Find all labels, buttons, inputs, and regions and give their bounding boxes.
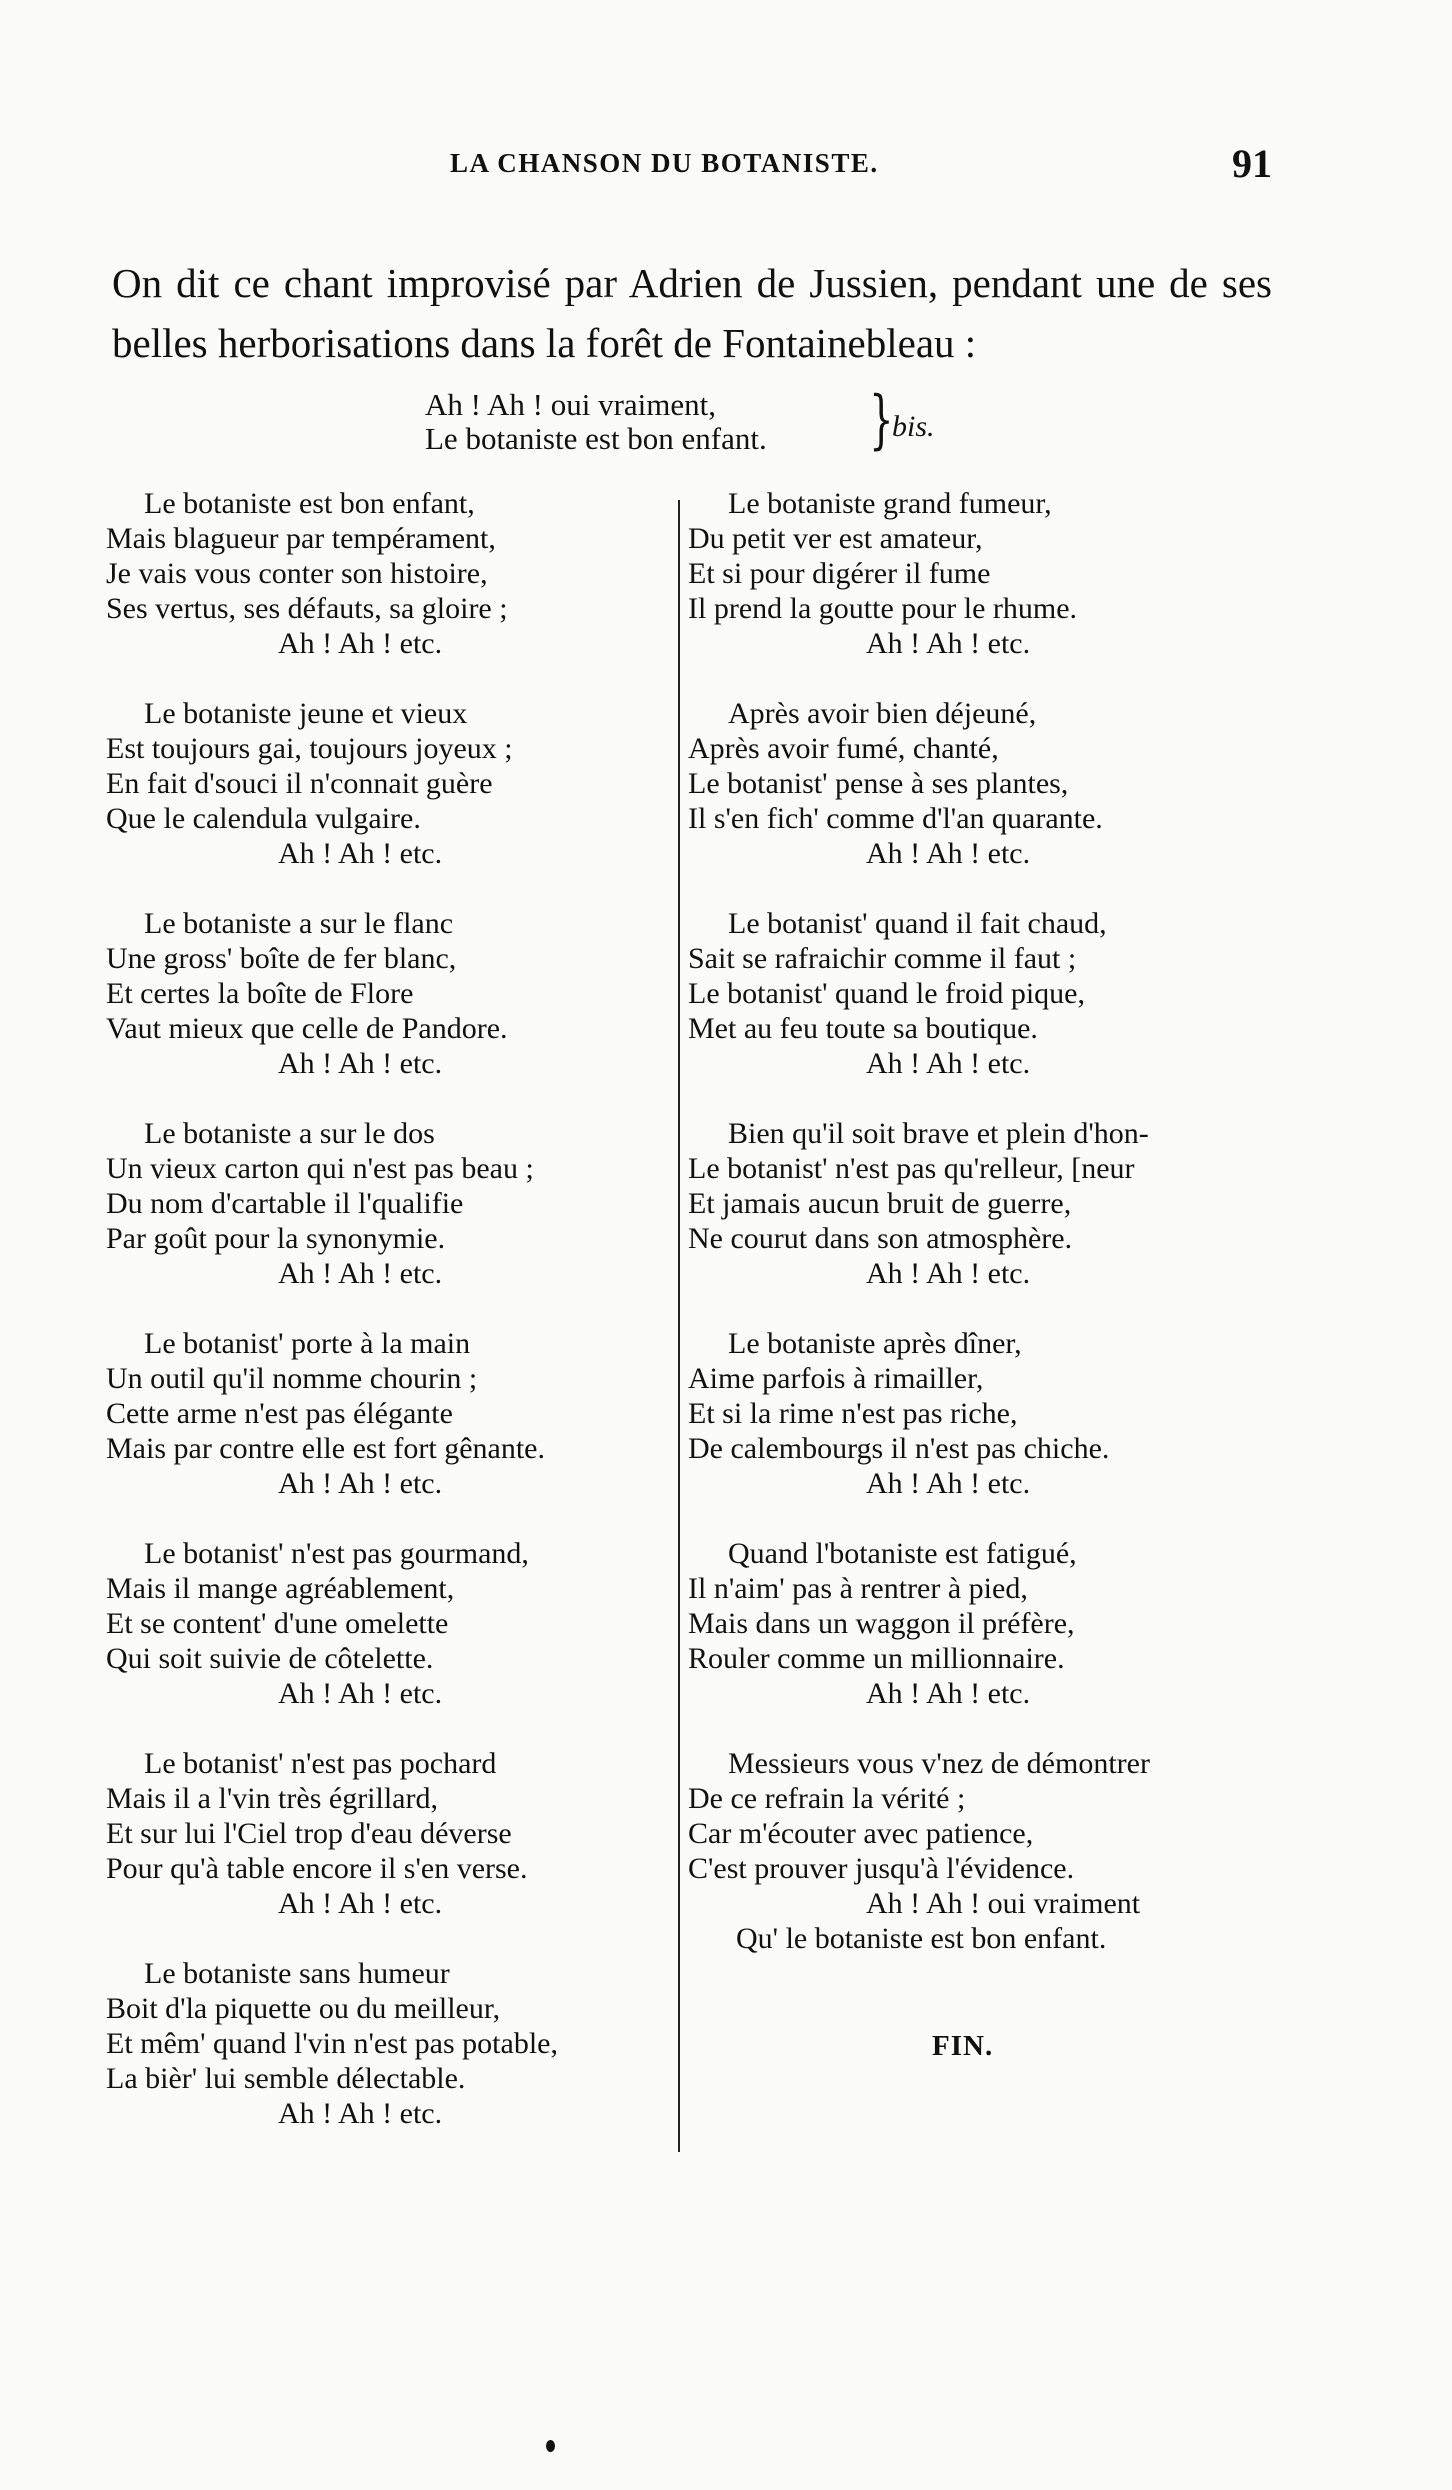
verse-line: Car m'écouter avec patience, [688, 1817, 1034, 1850]
stanza [106, 1746, 676, 1956]
chorus-line: Ah ! Ah ! etc. [278, 2097, 443, 2130]
verse-line: Que le calendula vulgaire. [106, 802, 421, 835]
chorus-line: Ah ! Ah ! etc. [278, 1257, 443, 1290]
verse-line: Il s'en fich' comme d'l'an quarante. [688, 802, 1103, 835]
stanza [688, 486, 1278, 696]
stanza [106, 696, 676, 906]
verse-line: Le botanist' n'est pas pochard [144, 1747, 497, 1780]
verse-line: Mais par contre elle est fort gênante. [106, 1432, 545, 1465]
verse-line: Met au feu toute sa boutique. [688, 1012, 1038, 1045]
verse-line: Une gross' boîte de fer blanc, [106, 942, 457, 975]
chorus-line: Ah ! Ah ! etc. [866, 837, 1031, 870]
verse-line: Et certes la boîte de Flore [106, 977, 414, 1010]
chorus-line: Ah ! Ah ! etc. [278, 1887, 443, 1920]
verse-line: Et sur lui l'Ciel trop d'eau déverse [106, 1817, 512, 1850]
chorus-line: Ah ! Ah ! etc. [278, 1677, 443, 1710]
verse-line: Le botaniste après dîner, [728, 1327, 1022, 1360]
chorus-line: Ah ! Ah ! etc. [866, 1467, 1031, 1500]
verse-line: Et mêm' quand l'vin n'est pas potable, [106, 2027, 558, 2060]
verse-line: Du petit ver est amateur, [688, 522, 983, 555]
verse-line: En fait d'souci il n'connait guère [106, 767, 493, 800]
stanza [688, 1326, 1278, 1536]
left-column [106, 486, 676, 2166]
stanza [106, 906, 676, 1116]
verse-line: Sait se rafraichir comme il faut ; [688, 942, 1077, 975]
verse-line: Qui soit suivie de côtelette. [106, 1642, 434, 1675]
verse-line: Le botaniste grand fumeur, [728, 487, 1052, 520]
verse-line: Quand l'botaniste est fatigué, [728, 1537, 1077, 1570]
refrain-lines [425, 388, 767, 456]
chorus-line: Qu' le botaniste est bon enfant. [736, 1922, 1107, 1955]
verse-line: Le botaniste jeune et vieux [144, 697, 468, 730]
verse-line: Le botanist' n'est pas gourmand, [144, 1537, 529, 1570]
verse-line: Aime parfois à rimailler, [688, 1362, 984, 1395]
stanza [106, 1116, 676, 1326]
stanza [106, 486, 676, 696]
brace-icon: } [869, 383, 894, 457]
verse-line: Vaut mieux que celle de Pandore. [106, 1012, 508, 1045]
verse-line: Par goût pour la synonymie. [106, 1222, 446, 1255]
verse-line: Boit d'la piquette ou du meilleur, [106, 1992, 501, 2025]
verse-line: Ses vertus, ses défauts, sa gloire ; [106, 592, 508, 625]
verse-line: Le botanist' n'est pas qu'relleur, [neur [688, 1152, 1135, 1185]
chorus-line: Ah ! Ah ! etc. [866, 1257, 1031, 1290]
verse-line: Après avoir fumé, chanté, [688, 732, 999, 765]
verse-line: Du nom d'cartable il l'qualifie [106, 1187, 464, 1220]
verse-line: Rouler comme un millionnaire. [688, 1642, 1065, 1675]
chorus-line: Ah ! Ah ! etc. [278, 627, 443, 660]
verse-line: Mais il mange agréablement, [106, 1572, 455, 1605]
chorus-line: Ah ! Ah ! etc. [278, 1047, 443, 1080]
verse-line: Un vieux carton qui n'est pas beau ; [106, 1152, 534, 1185]
verse-line: Le botaniste a sur le flanc [144, 907, 454, 940]
verse-line: De ce refrain la vérité ; [688, 1782, 966, 1815]
verse-line: Et se content' d'une omelette [106, 1607, 449, 1640]
verse-line: Mais il a l'vin très égrillard, [106, 1782, 438, 1815]
refrain-line: Ah ! Ah ! oui vraiment, [425, 387, 717, 422]
intro-paragraph: On dit ce chant improvisé par Adrien de Jussien, pendant une de ses belles herborisations dans la forêt de Fontainebleau : [112, 260, 1272, 366]
stanza [106, 1536, 676, 1746]
chorus-line: Ah ! Ah ! etc. [278, 837, 443, 870]
verse-line: Messieurs vous v'nez de démontrer [728, 1747, 1150, 1780]
stanza [688, 1536, 1278, 1746]
stanza [688, 1116, 1278, 1326]
final-stanza [688, 1746, 1278, 1956]
verse-line: De calembourgs il n'est pas chiche. [688, 1432, 1110, 1465]
stanza [106, 1326, 676, 1536]
stanza [688, 906, 1278, 1116]
chorus-line: Ah ! Ah ! etc. [866, 627, 1031, 660]
verse-line: La bièr' lui semble délectable. [106, 2062, 466, 2095]
verse-line: Il prend la goutte pour le rhume. [688, 592, 1078, 625]
chorus-line: Ah ! Ah ! etc. [866, 1677, 1031, 1710]
column-divider [678, 500, 680, 2152]
verse-line: C'est prouver jusqu'à l'évidence. [688, 1852, 1075, 1885]
chorus-line: Ah ! Ah ! etc. [866, 1047, 1031, 1080]
refrain-line: Le botaniste est bon enfant. [425, 421, 767, 456]
right-column [688, 486, 1278, 1956]
stanza [688, 696, 1278, 906]
verse-line: Après avoir bien déjeuné, [728, 697, 1037, 730]
stanza [106, 1956, 676, 2166]
verse-line: Pour qu'à table encore il s'en verse. [106, 1852, 528, 1885]
verse-line: Le botaniste est bon enfant, [144, 487, 475, 520]
verse-line: Le botaniste a sur le dos [144, 1117, 435, 1150]
verse-line: Le botanist' quand il fait chaud, [728, 907, 1107, 940]
verse-line: Mais dans un waggon il préfère, [688, 1607, 1075, 1640]
verse-line: Est toujours gai, toujours joyeux ; [106, 732, 513, 765]
running-head [0, 140, 1452, 190]
chorus-line: Ah ! Ah ! etc. [278, 1467, 443, 1500]
end-mark: FIN. [932, 2030, 994, 2062]
verse-line: Le botanist' pense à ses plantes, [688, 767, 1069, 800]
verse-line: Cette arme n'est pas élégante [106, 1397, 453, 1430]
verse-line: Je vais vous conter son histoire, [106, 557, 488, 590]
verse-line: Mais blagueur par tempérament, [106, 522, 496, 555]
verse-line: Le botaniste sans humeur [144, 1957, 450, 1990]
running-title: LA CHANSON DU BOTANISTE. [450, 148, 879, 178]
footer-dot [546, 2440, 555, 2452]
verse-line: Il n'aim' pas à rentrer à pied, [688, 1572, 1028, 1605]
verse-line: Bien qu'il soit brave et plein d'hon- [728, 1117, 1149, 1150]
verse-line: Et si la rime n'est pas riche, [688, 1397, 1018, 1430]
repeat-mark: bis. [892, 410, 935, 443]
verse-line: Un outil qu'il nomme chourin ; [106, 1362, 478, 1395]
verse-line: Et jamais aucun bruit de guerre, [688, 1187, 1072, 1220]
page-number: 91 [1232, 141, 1272, 186]
verse-line: Le botanist' porte à la main [144, 1327, 471, 1360]
chorus-line: Ah ! Ah ! oui vraiment [866, 1887, 1141, 1920]
verse-line: Ne courut dans son atmosphère. [688, 1222, 1073, 1255]
verse-line: Et si pour digérer il fume [688, 557, 991, 590]
verse-line: Le botanist' quand le froid pique, [688, 977, 1085, 1010]
refrain [425, 383, 1025, 468]
